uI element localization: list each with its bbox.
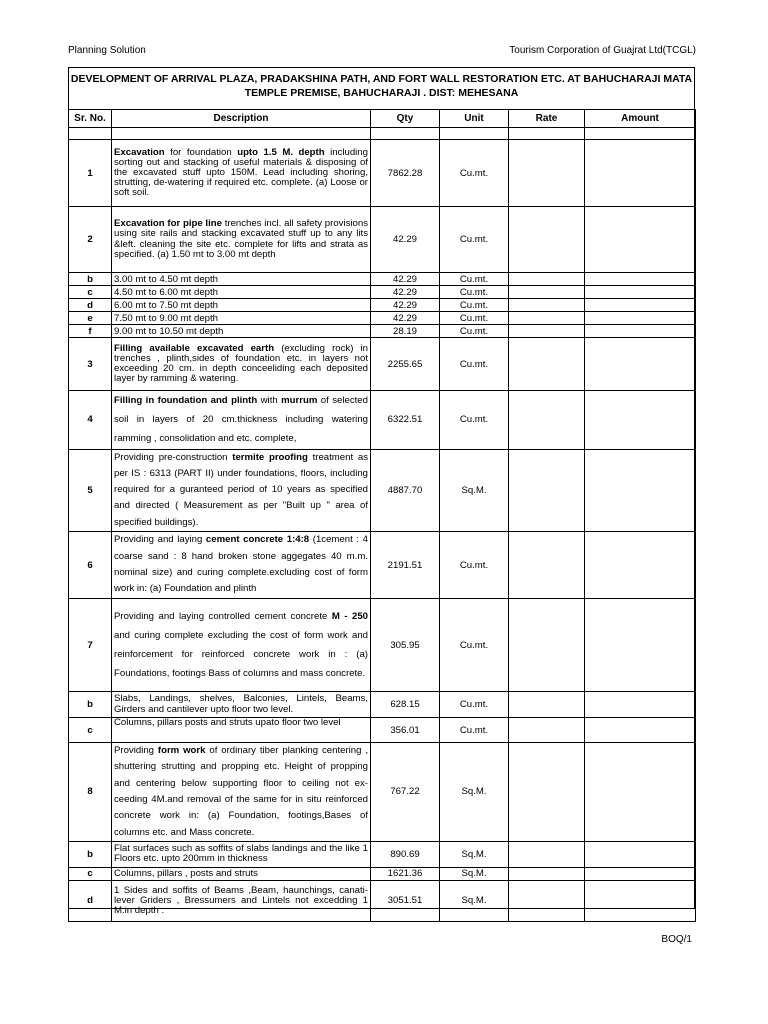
desc-text: with <box>257 395 282 406</box>
amount <box>585 207 696 273</box>
unit: Cu.mt. <box>440 391 509 450</box>
rate <box>509 743 585 842</box>
description <box>112 338 371 391</box>
amount <box>585 286 696 299</box>
rate <box>509 273 585 286</box>
rate <box>509 692 585 718</box>
sr-no: b <box>69 692 112 718</box>
unit: Cu.mt. <box>440 692 509 718</box>
rate <box>509 718 585 743</box>
rate <box>509 338 585 391</box>
rate <box>509 841 585 867</box>
table-header-row <box>69 110 696 128</box>
qty: 3051.51 <box>371 880 440 921</box>
qty: 767.22 <box>371 743 440 842</box>
desc-text: of ordinary tiber planking centering , shuttering strutting and propping etc. Height of propping and centering below supporting floor to ceiling not ex-ceeding 4M.and removal of the same for in situ reinforced concrete work in: (a) Foundation, footings,Bases of columns etc. and Mass concrete. <box>114 745 368 838</box>
rate <box>509 207 585 273</box>
rate <box>509 140 585 207</box>
unit: Cu.mt. <box>440 718 509 743</box>
unit: Sq.M. <box>440 867 509 880</box>
boq-table <box>68 109 696 922</box>
rate <box>509 312 585 325</box>
page-number: BOQ/1 <box>661 934 692 945</box>
table-row <box>69 743 696 842</box>
unit: Cu.mt. <box>440 140 509 207</box>
desc-bold: Excavation for pipe line <box>114 218 222 230</box>
unit: Sq.M. <box>440 743 509 842</box>
sr-no: c <box>69 286 112 299</box>
sr-no: c <box>69 718 112 743</box>
qty: 305.95 <box>371 599 440 692</box>
unit: Sq.M. <box>440 449 509 531</box>
unit: Cu.mt. <box>440 273 509 286</box>
description <box>112 743 371 842</box>
desc-text: (1cement : 4 coarse sand : 8 hand broken stone aggegates 40 m.m. nominal size) and curing complete.excluding cost of form work in: (a) Foundation and plinth <box>114 534 368 595</box>
amount <box>585 338 696 391</box>
desc-text: Providing and laying <box>114 534 206 546</box>
desc-bold: upto 1.5 M. depth <box>237 146 325 158</box>
amount <box>585 743 696 842</box>
desc-text: Providing pre-construction <box>114 451 233 463</box>
qty: 1621.36 <box>371 867 440 880</box>
col-header-rate: Rate <box>509 110 585 128</box>
header-right: Tourism Corporation of Guajrat Ltd(TCGL) <box>509 45 696 56</box>
desc-bold: Filling available excavated earth <box>114 342 275 354</box>
sr-no: e <box>69 312 112 325</box>
table-row <box>69 299 696 312</box>
sr-no: d <box>69 880 112 921</box>
rate <box>509 325 585 338</box>
amount <box>585 692 696 718</box>
qty: 42.29 <box>371 273 440 286</box>
sr-no: 8 <box>69 743 112 842</box>
description <box>112 207 371 273</box>
table-row <box>69 867 696 880</box>
table-row <box>69 532 696 599</box>
table-row <box>69 841 696 867</box>
desc-bold: form work <box>157 745 206 757</box>
desc-text: including sorting out and stacking of useful materials & disposing of the excavated stuff upto 150M. Lead including shoring, strutting, de-watering if required etc. complete. (a) Loose or soft soil. <box>114 146 368 199</box>
description: 9.00 mt to 10.50 mt depth <box>112 325 371 338</box>
description <box>112 532 371 599</box>
sr-no: 6 <box>69 532 112 599</box>
description <box>112 140 371 207</box>
qty: 356.01 <box>371 718 440 743</box>
unit: Cu.mt. <box>440 532 509 599</box>
header-left: Planning Solution <box>68 45 146 56</box>
sr-no: b <box>69 273 112 286</box>
description: Columns, pillars posts and struts upato floor two level <box>112 718 371 743</box>
unit: Cu.mt. <box>440 325 509 338</box>
desc-text: treatment as per IS : 6313 (PART II) under foundations, floors, including required for a guranteed period of 10 years as specified and directed ( Measurement as per "Built up " area of specified buildings). <box>114 451 368 528</box>
qty: 4887.70 <box>371 449 440 531</box>
description: Slabs, Landings, shelves, Balconies, Lintels, Beams, Girders and cantilever upto floor two level. <box>112 692 371 718</box>
description: 6.00 mt to 7.50 mt depth <box>112 299 371 312</box>
qty: 42.29 <box>371 207 440 273</box>
amount <box>585 532 696 599</box>
sr-no: 2 <box>69 207 112 273</box>
unit: Cu.mt. <box>440 338 509 391</box>
col-header-qty: Qty <box>371 110 440 128</box>
desc-text: (excluding rock) in trenches , plinth,sides of foundation etc. in layers not exceeding 20 cm. in depth conceeliding each deposited layer by ramming & watering. <box>114 342 368 385</box>
unit: Cu.mt. <box>440 312 509 325</box>
description: 3.00 mt to 4.50 mt depth <box>112 273 371 286</box>
amount <box>585 140 696 207</box>
table-row <box>69 449 696 531</box>
table-row <box>69 325 696 338</box>
amount <box>585 718 696 743</box>
qty: 890.69 <box>371 841 440 867</box>
table-row <box>69 692 696 718</box>
amount <box>585 391 696 450</box>
amount <box>585 449 696 531</box>
desc-bold: termite proofing <box>232 451 308 463</box>
unit: Cu.mt. <box>440 299 509 312</box>
description: 1 Sides and soffits of Beams ,Beam, haunchings, canati-lever Griders , Bressumers and Lintels not excedding 1 M.in depth . <box>112 880 371 921</box>
rate <box>509 867 585 880</box>
amount <box>585 841 696 867</box>
description: Flat surfaces such as soffits of slabs landings and the like 1 Floors etc. upto 200mm in thickness <box>112 841 371 867</box>
table-row <box>69 880 696 921</box>
desc-text: of selected soil in layers of 20 cm.thickness including watering ramming , consolidation and etc. complete, <box>114 395 368 445</box>
description <box>112 599 371 692</box>
sr-no: d <box>69 299 112 312</box>
unit: Cu.mt. <box>440 207 509 273</box>
description: Columns, pillars , posts and struts <box>112 867 371 880</box>
description <box>112 449 371 531</box>
desc-text: trenches incl. all safety provisions using site rails and stacking excavated stuff up to any lits &left. cleaning the site etc. complete for lifts and strata as specified. (a) 1.50 mt to 3.00 mt depth <box>114 218 368 260</box>
desc-bold: cement concrete 1:4:8 <box>205 534 310 546</box>
desc-text: and curing complete excluding the cost of form work and reinforcement for reinforced concrete work in : (a) Foundations, footings Bass of columns and mass concrete. <box>114 629 368 680</box>
desc-bold: Excavation <box>114 146 165 158</box>
title-line-1: DEVELOPMENT OF ARRIVAL PLAZA, PRADAKSHINA PATH, AND FORT WALL RESTORATION ETC. AT BAHUCHARAJI MATA <box>70 73 693 85</box>
description: 4.50 mt to 6.00 mt depth <box>112 286 371 299</box>
amount <box>585 599 696 692</box>
sr-no: 4 <box>69 391 112 450</box>
qty: 628.15 <box>371 692 440 718</box>
table-row <box>69 312 696 325</box>
rate <box>509 599 585 692</box>
table-row <box>69 140 696 207</box>
sr-no: 3 <box>69 338 112 391</box>
qty: 42.29 <box>371 299 440 312</box>
qty: 28.19 <box>371 325 440 338</box>
desc-text: Providing and laying controlled cement concrete <box>114 610 332 622</box>
unit: Sq.M. <box>440 841 509 867</box>
table-row <box>69 286 696 299</box>
sr-no: 7 <box>69 599 112 692</box>
desc-text: Providing <box>114 745 158 757</box>
table-row <box>69 391 696 450</box>
rate <box>509 391 585 450</box>
desc-bold: murrum <box>281 395 318 406</box>
col-header-sr: Sr. No. <box>69 110 112 128</box>
col-header-description: Description <box>112 110 371 128</box>
qty: 7862.28 <box>371 140 440 207</box>
rate <box>509 532 585 599</box>
desc-bold: M - 250 <box>331 610 368 622</box>
document-title <box>68 72 695 100</box>
desc-text: for foundation <box>164 146 238 158</box>
description <box>112 391 371 450</box>
amount <box>585 299 696 312</box>
sr-no: c <box>69 867 112 880</box>
rate <box>509 286 585 299</box>
amount <box>585 867 696 880</box>
qty: 42.29 <box>371 312 440 325</box>
col-header-unit: Unit <box>440 110 509 128</box>
amount <box>585 325 696 338</box>
unit: Cu.mt. <box>440 599 509 692</box>
table-row <box>69 718 696 743</box>
sr-no: f <box>69 325 112 338</box>
sr-no: b <box>69 841 112 867</box>
amount <box>585 273 696 286</box>
qty: 2255.65 <box>371 338 440 391</box>
sr-no: 5 <box>69 449 112 531</box>
desc-bold: Filling in foundation and plinth <box>114 395 258 406</box>
unit: Cu.mt. <box>440 286 509 299</box>
rate <box>509 299 585 312</box>
amount <box>585 880 696 921</box>
table-row <box>69 338 696 391</box>
table-row <box>69 207 696 273</box>
amount <box>585 312 696 325</box>
description: 7.50 mt to 9.00 mt depth <box>112 312 371 325</box>
col-header-amount: Amount <box>585 110 696 128</box>
qty: 2191.51 <box>371 532 440 599</box>
rate <box>509 449 585 531</box>
qty: 42.29 <box>371 286 440 299</box>
table-spacer-row <box>69 128 696 140</box>
table-row <box>69 599 696 692</box>
unit: Sq.M. <box>440 880 509 921</box>
sr-no: 1 <box>69 140 112 207</box>
title-line-2: TEMPLE PREMISE, BAHUCHARAJI . DIST: MEHESANA <box>244 87 519 99</box>
qty: 6322.51 <box>371 391 440 450</box>
rate <box>509 880 585 921</box>
table-row <box>69 273 696 286</box>
